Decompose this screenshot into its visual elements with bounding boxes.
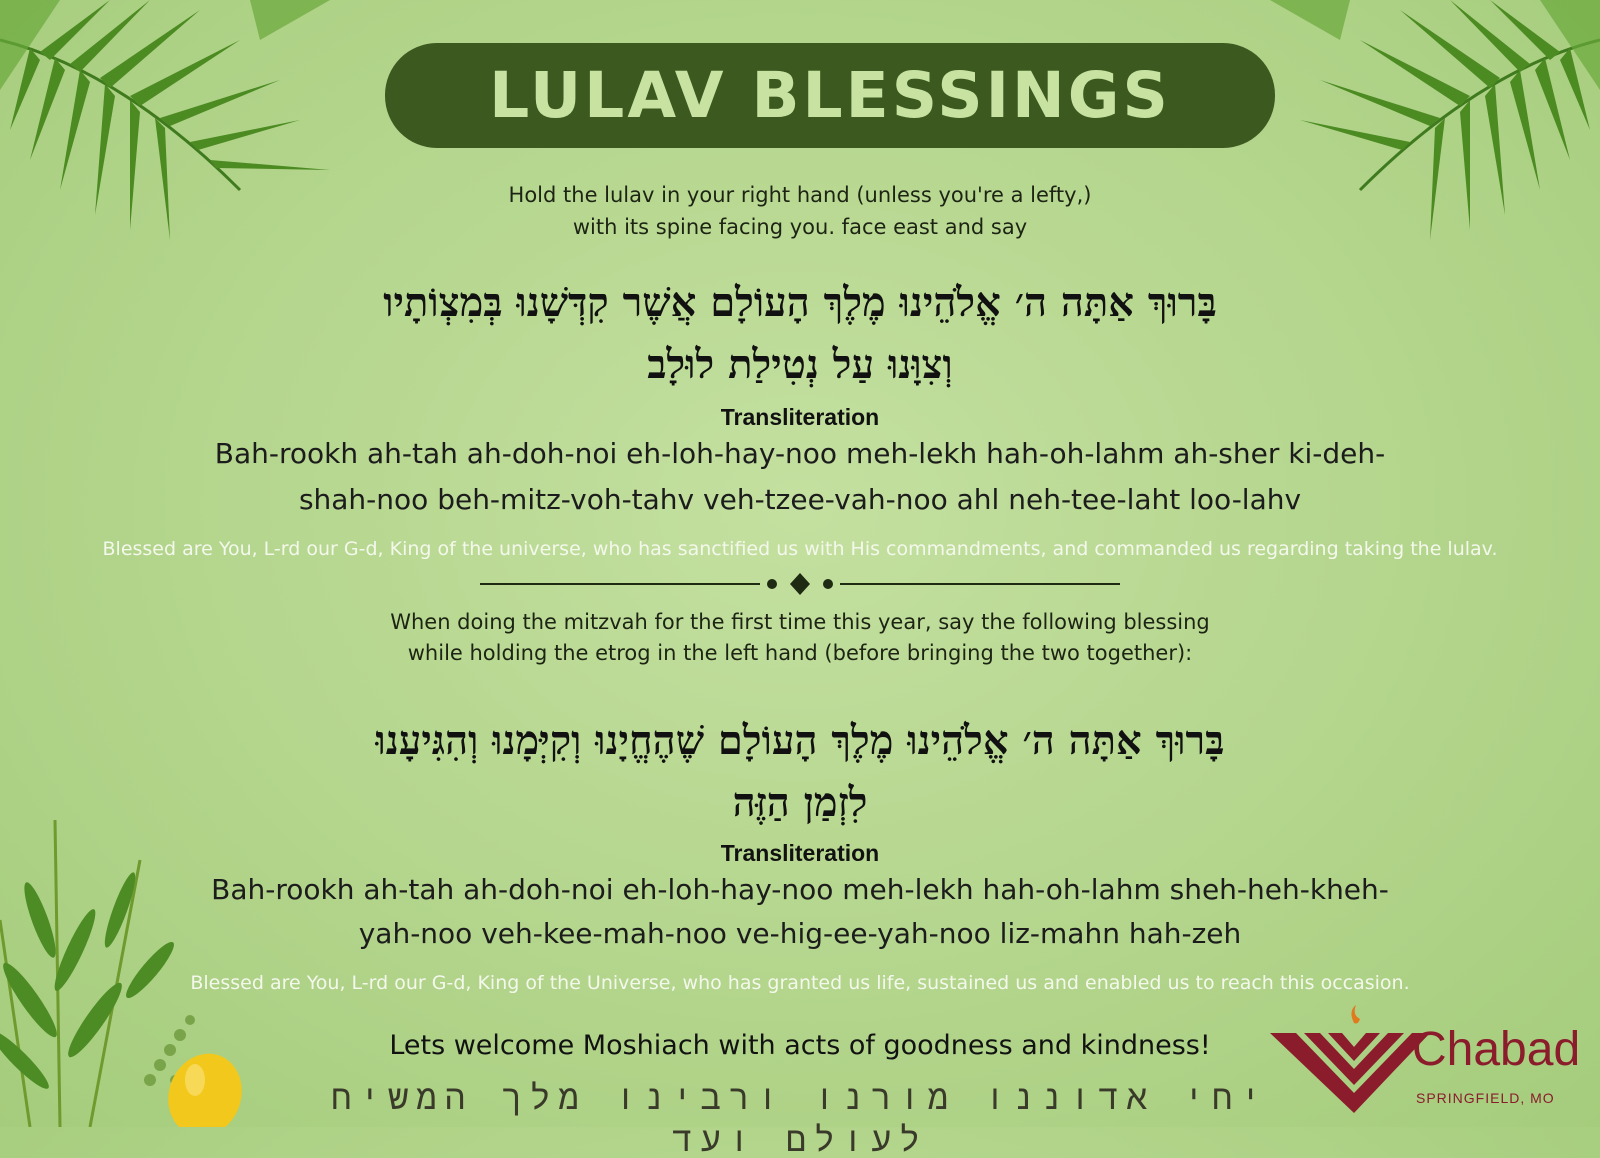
shehecheyanu-transliteration-line-2: yah-noo veh-kee-mah-noo ve-hig-ee-yah-noo liz-mahn hah-zeh: [358, 917, 1242, 950]
closing-message: Lets welcome Moshiach with acts of goodness and kindness!: [389, 1030, 1211, 1061]
lulav-blessing-hebrew-line-2: וְצִוָּנוּ עַל נְטִילַת לוּלָב: [647, 341, 953, 388]
page-title: LULAV BLESSINGS: [489, 59, 1171, 132]
transliteration-label: Transliteration: [720, 404, 880, 430]
shehecheyanu-english: Blessed are You, L-rd our G-d, King of the Universe, who has granted us life, sustained us and enabled us to reach this occasion.: [190, 972, 1410, 994]
shehecheyanu-instruction-line-1: When doing the mitzvah for the first time this year, say the following blessing: [390, 610, 1210, 634]
ornament-divider-icon: [480, 572, 1120, 596]
lulav-transliteration-line-1: Bah-rookh ah-tah ah-doh-noi eh-loh-hay-noo meh-lekh hah-oh-lahm ah-sher ki-deh-: [214, 437, 1386, 470]
lulav-blessing-hebrew-line-1: בָּרוּךְ אַתָּה ה׳ אֱלֹהֵינוּ מֶלֶךְ הָעוֹלָם אֲשֶׁר קִדְּשָׁנוּ בְּמִצְוֹתָיו: [383, 279, 1217, 326]
chabad-menorah-logo-icon: [1270, 1005, 1430, 1115]
yechi-slogan: יחי אדוננו מורנו ורבינו מלך המשיח לעולם ועד: [331, 1078, 1269, 1158]
shehecheyanu-hebrew-line-1: בָּרוּךְ אַתָּה ה׳ אֱלֹהֵינוּ מֶלֶךְ הָעוֹלָם שֶׁהֶחֱיָנוּ וְקִיְּמָנוּ וְהִגִּיעָנוּ: [375, 717, 1225, 764]
lulav-instruction-line-2: with its spine facing you. face east and say: [572, 215, 1028, 239]
transliteration-label: Transliteration: [720, 840, 880, 866]
logo-name: Chabad: [1412, 1023, 1581, 1076]
shehecheyanu-hebrew-line-2: לִזְמַן הַזֶּה: [732, 779, 868, 826]
lulav-blessing-english: Blessed are You, L-rd our G-d, King of the universe, who has sanctified us with His commandments, and commanded us regarding taking the lulav.: [102, 538, 1498, 560]
lulav-transliteration-line-2: shah-noo beh-mitz-voh-tahv veh-tzee-vah-noo ahl neh-tee-laht loo-lahv: [298, 483, 1302, 516]
title-banner: [385, 43, 1275, 148]
shehecheyanu-transliteration-line-1: Bah-rookh ah-tah ah-doh-noi eh-loh-hay-noo meh-lekh hah-oh-lahm sheh-heh-kheh-: [211, 873, 1389, 906]
logo-location: SPRINGFIELD, MO: [1416, 1090, 1555, 1106]
shehecheyanu-instruction-line-2: while holding the etrog in the left hand (before bringing the two together):: [407, 641, 1193, 665]
lulav-instruction-line-1: Hold the lulav in your right hand (unless you're a lefty,): [508, 183, 1092, 207]
